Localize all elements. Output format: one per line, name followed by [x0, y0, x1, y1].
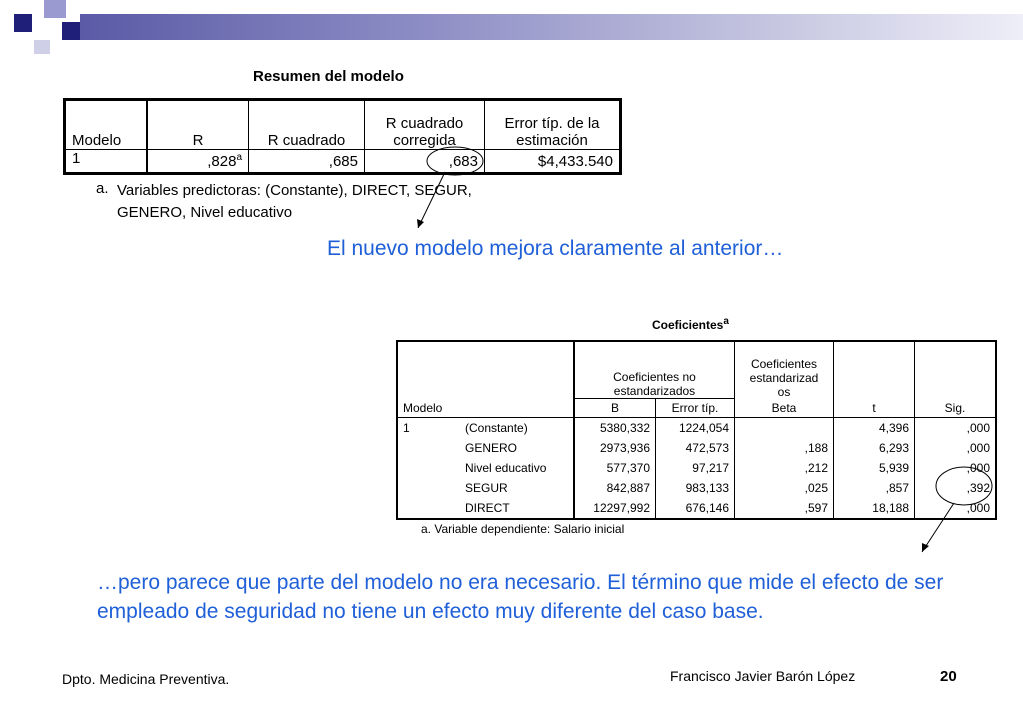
- model-summary-title: Resumen del modelo: [253, 68, 404, 85]
- cell-name: DIRECT: [465, 501, 510, 515]
- cell-error: 983,133: [656, 478, 735, 498]
- col-header-err-line2: estimación: [516, 132, 588, 149]
- col-header-r2: R cuadrado: [249, 100, 365, 150]
- cell-beta: ,212: [735, 458, 834, 478]
- note-mark: a.: [421, 522, 432, 536]
- page-number: 20: [940, 668, 957, 685]
- coefficients-title-text: Coeficientes: [652, 318, 724, 332]
- cell-r-footnote: a: [236, 152, 242, 163]
- cell-b: 12297,992: [574, 498, 656, 519]
- cell-t: 5,939: [834, 458, 915, 478]
- cell-t: 4,396: [834, 418, 915, 439]
- col-header-modelo-2: Modelo: [397, 399, 574, 418]
- cell-t: 6,293: [834, 438, 915, 458]
- cell-sig: ,000: [915, 498, 997, 519]
- footer-department: Dpto. Medicina Preventiva.: [62, 671, 230, 687]
- cell-name: (Constante): [465, 421, 528, 435]
- comment-2: …pero parece que parte del modelo no era necesario. El término que mide el efecto de ser empleado de seguridad no tiene un efecto muy diferente del caso base.: [97, 571, 944, 623]
- cell-name: Nivel educativo: [465, 461, 547, 475]
- col-header-sig: Sig.: [915, 399, 997, 418]
- cell-r2c: ,683: [365, 150, 485, 174]
- cell-b: 5380,332: [574, 418, 656, 439]
- cell-error: 676,146: [656, 498, 735, 519]
- cell-std-error: $4,433.540: [485, 150, 621, 174]
- cell-error: 97,217: [656, 458, 735, 478]
- col-header-b: B: [574, 399, 656, 418]
- cell-sig: ,000: [915, 458, 997, 478]
- cell-error: 1224,054: [656, 418, 735, 439]
- cell-t: ,857: [834, 478, 915, 498]
- cell-model-number: 1: [403, 421, 410, 435]
- cell-beta: ,597: [735, 498, 834, 519]
- cell-beta: ,188: [735, 438, 834, 458]
- col-header-t: t: [834, 399, 915, 418]
- comment-1: El nuevo modelo mejora claramente al anterior…: [327, 237, 784, 260]
- cell-r2: ,685: [249, 150, 365, 174]
- note-line-2: GENERO, Nivel educativo: [117, 204, 293, 221]
- col-header-r2c-line2: corregida: [393, 132, 456, 149]
- col-header-error: Error típ.: [656, 399, 735, 418]
- cell-name: SEGUR: [465, 481, 508, 495]
- cell-error: 472,573: [656, 438, 735, 458]
- arrow-line-1: [418, 172, 445, 228]
- cell-sig: ,392: [915, 478, 997, 498]
- unstd-line1: Coeficientes no: [613, 370, 696, 384]
- note-line-1: Variables predictoras: (Constante), DIRECT, SEGUR,: [117, 182, 472, 199]
- cell-modelo: 1: [72, 150, 81, 167]
- std-line1: Coeficientes: [750, 356, 818, 371]
- cell-beta: ,025: [735, 478, 834, 498]
- arrow-line-2: [922, 503, 954, 552]
- cell-b: 842,887: [574, 478, 656, 498]
- cell-t: 18,188: [834, 498, 915, 519]
- footer-author: Francisco Javier Barón López: [670, 668, 856, 684]
- arrow-head-2: [922, 543, 929, 552]
- col-header-modelo: Modelo: [65, 100, 148, 150]
- cell-r-value: ,828: [207, 153, 237, 170]
- col-header-r2c-line1: R cuadrado: [385, 115, 464, 132]
- cell-name: GENERO: [465, 441, 518, 455]
- coefficients-title-footnote: a: [723, 316, 729, 327]
- col-header-beta: Beta: [735, 399, 834, 418]
- arrow-head-1: [417, 219, 424, 228]
- col-header-err-line1: Error típ. de la: [504, 115, 600, 132]
- cell-sig: ,000: [915, 418, 997, 439]
- cell-b: 577,370: [574, 458, 656, 478]
- note-mark: a.: [96, 180, 109, 197]
- highlight-circle-sig: [936, 467, 992, 505]
- col-header-r: R: [147, 100, 249, 150]
- cell-sig: ,000: [915, 438, 997, 458]
- highlight-circle-r2c: [427, 147, 483, 175]
- note-text: Variable dependiente: Salario inicial: [434, 522, 625, 536]
- unstd-line2: estandarizados: [613, 384, 696, 398]
- cell-b: 2973,936: [574, 438, 656, 458]
- std-line2: estandarizad: [749, 370, 819, 385]
- std-line3: os: [777, 384, 791, 399]
